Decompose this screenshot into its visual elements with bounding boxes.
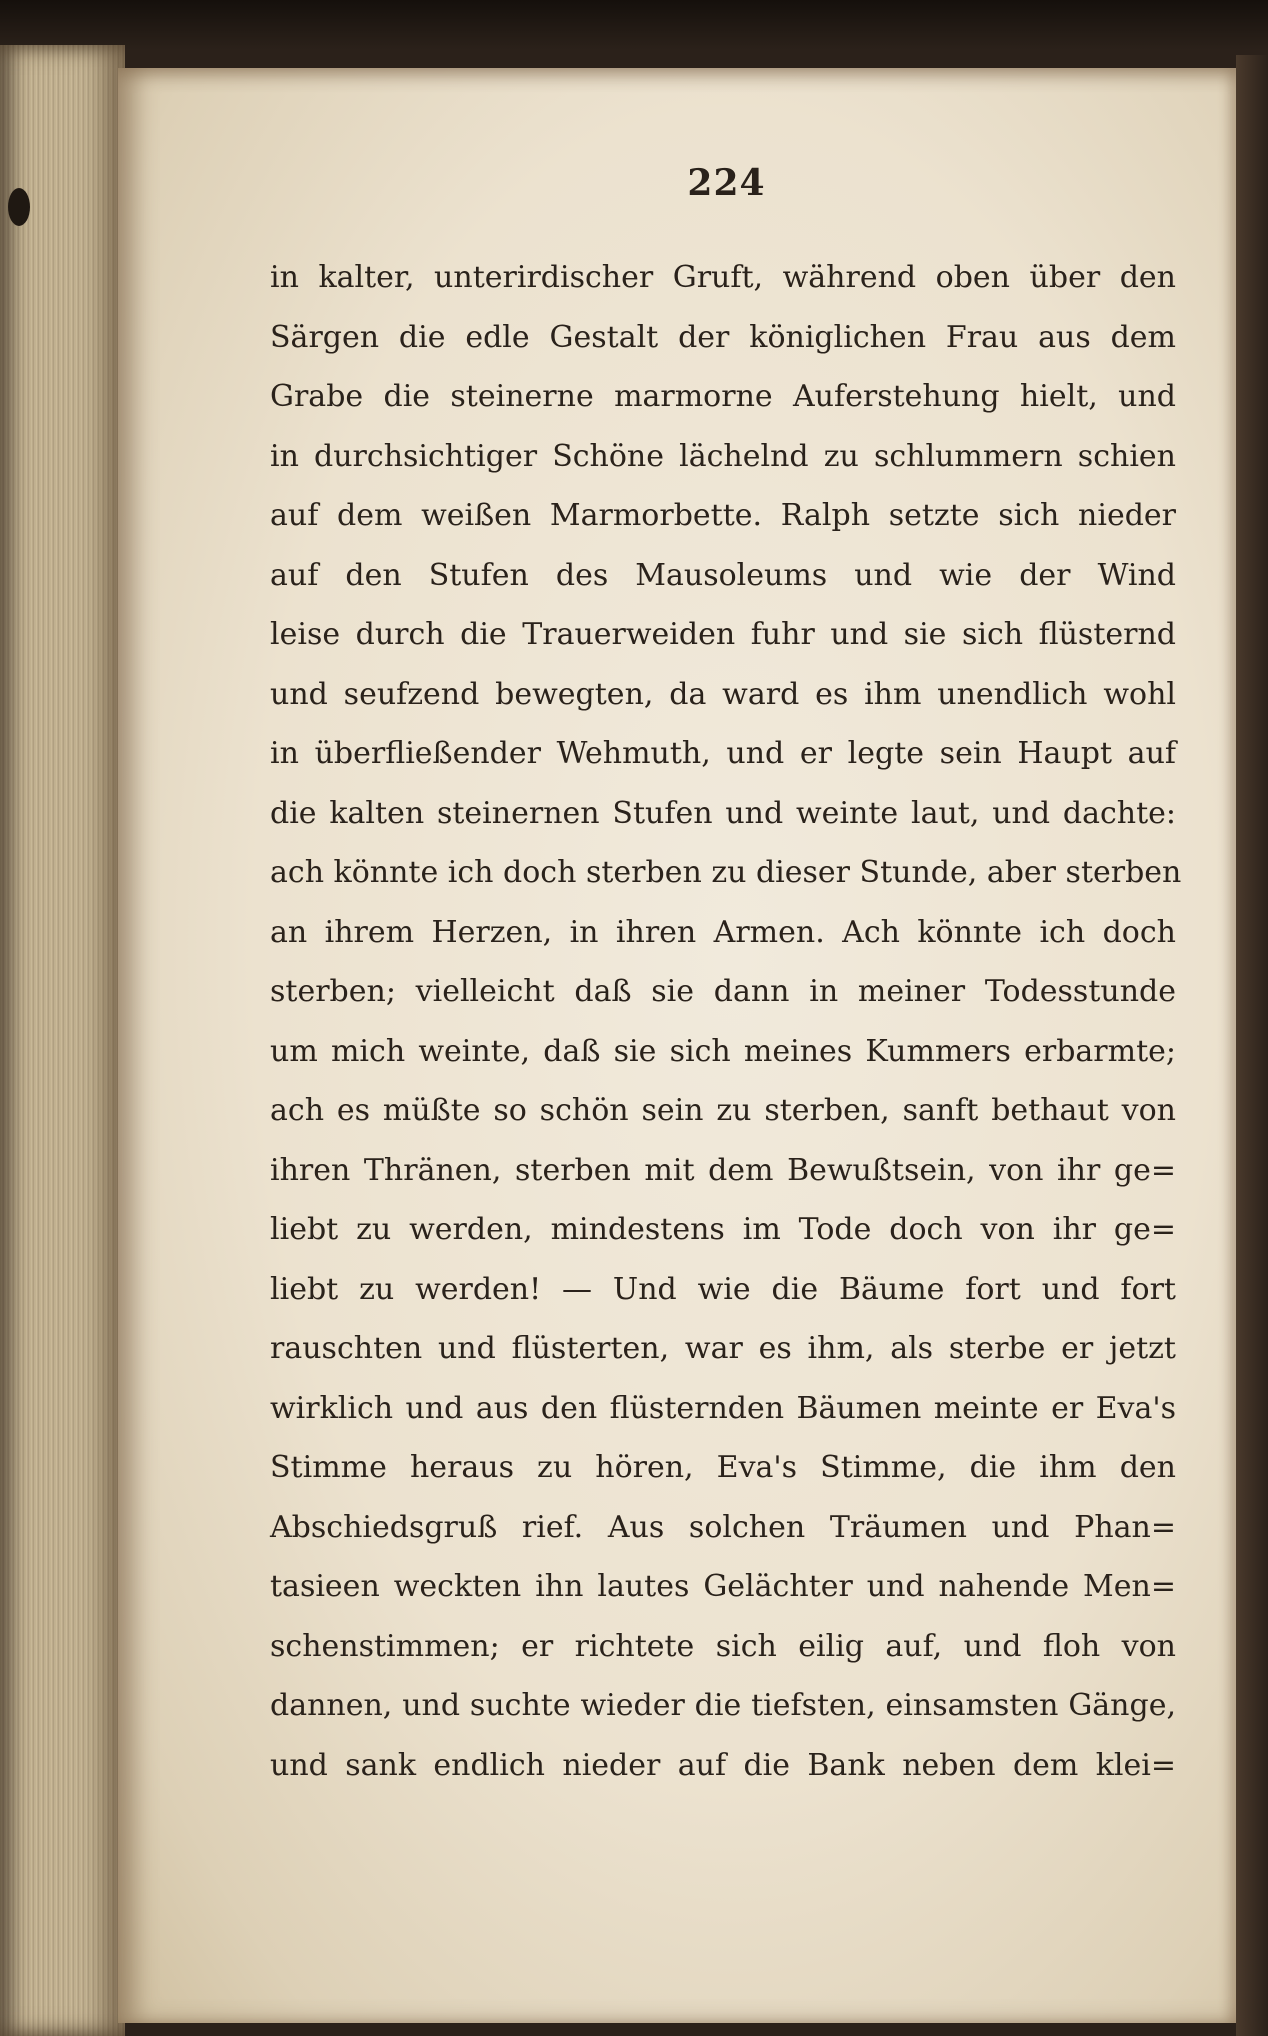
text-line: in durchsichtiger Schöne lächelnd zu schlummern schien: [270, 438, 1176, 474]
text-line: ihren Thränen, sterben mit dem Bewußtsein, von ihr ge=: [270, 1152, 1176, 1188]
text-line: schenstimmen; er richtete sich eilig auf, und floh von: [270, 1628, 1176, 1664]
book-cover-edge: [1236, 55, 1268, 2036]
text-line: die kalten steinernen Stufen und weinte laut, und dachte:: [270, 795, 1176, 831]
text-line: an ihrem Herzen, in ihren Armen. Ach könnte ich doch: [270, 914, 1176, 950]
text-line: tasieen weckten ihn lautes Gelächter und nahende Men=: [270, 1569, 1176, 1604]
text-line: Grabe die steinerne marmorne Auferstehung hielt, und: [270, 379, 1176, 414]
top-shadow: [0, 0, 1268, 50]
text-line: um mich weinte, daß sie sich meines Kummers erbarmte;: [270, 1033, 1176, 1069]
text-line: liebt zu werden, mindestens im Tode doch von ihr ge=: [270, 1212, 1176, 1247]
page-number: 224: [687, 162, 766, 204]
text-line: wirklich und aus den flüsternden Bäumen meinte er Eva's: [270, 1390, 1176, 1426]
text-line: auf den Stufen des Mausoleums und wie der Wind: [270, 557, 1176, 593]
body-text: [270, 248, 1182, 1795]
text-line: ach es müßte so schön sein zu sterben, sanft bethaut von: [270, 1093, 1176, 1128]
text-line: in kalter, unterirdischer Gruft, während oben über den: [270, 260, 1176, 295]
text-line: rauschten und flüsterten, war es ihm, als sterbe er jetzt: [270, 1331, 1176, 1366]
text-line: ach könnte ich doch sterben zu dieser Stunde, aber sterben: [270, 855, 1182, 890]
text-line: Stimme heraus zu hören, Eva's Stimme, die ihm den: [270, 1450, 1176, 1485]
text-line: auf dem weißen Marmorbette. Ralph setzte sich nieder: [270, 498, 1176, 533]
page-stack-edge: [0, 45, 125, 2036]
text-line: und sank endlich nieder auf die Bank neben dem klei=: [270, 1747, 1176, 1783]
text-line: in überfließender Wehmuth, und er legte sein Haupt auf: [270, 736, 1176, 771]
text-line: leise durch die Trauerweiden fuhr und sie sich flüsternd: [270, 617, 1176, 652]
text-line: Abschiedsgruß rief. Aus solchen Träumen und Phan=: [270, 1509, 1176, 1545]
text-line: dannen, und suchte wieder die tiefsten, einsamsten Gänge,: [270, 1688, 1176, 1723]
text-line: sterben; vielleicht daß sie dann in meiner Todesstunde: [270, 974, 1176, 1009]
text-line: und seufzend bewegten, da ward es ihm unendlich wohl: [270, 676, 1176, 712]
text-line: Särgen die edle Gestalt der königlichen Frau aus dem: [270, 319, 1176, 355]
text-line: liebt zu werden! — Und wie die Bäume fort und fort: [270, 1271, 1176, 1307]
